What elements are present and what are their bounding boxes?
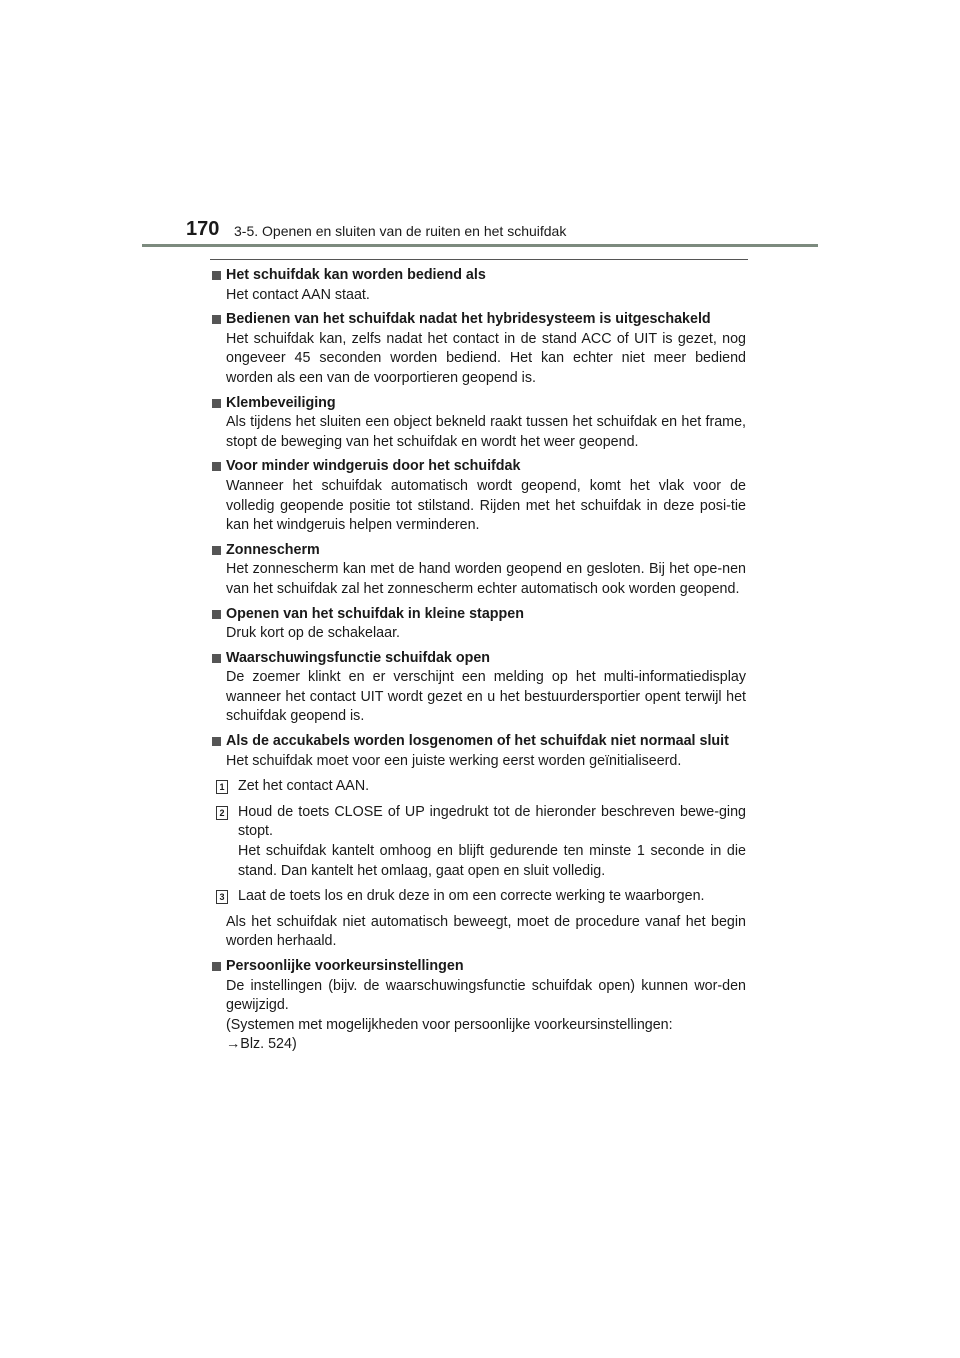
section-item [210, 957, 746, 1055]
step-number: 1 [216, 780, 228, 794]
section-heading-text: Waarschuwingsfunctie schuifdak open [226, 649, 491, 666]
section-divider [210, 259, 748, 260]
section-heading [210, 457, 746, 477]
section-heading [210, 649, 746, 669]
section-heading-text: Als de accukabels worden losgenomen of het schuifdak niet normaal sluit [226, 733, 729, 750]
square-bullet-icon [210, 957, 226, 977]
section-heading-text: Voor minder windgeruis door het schuifdak [226, 458, 521, 475]
arrow-right-icon: → [226, 1036, 241, 1053]
section-body-text: De instellingen (bijv. de waarschuwingsfunctie schuifdak open) kunnen wor-den gewijzigd. [226, 977, 746, 1014]
section-heading [210, 605, 746, 625]
section-body: Het contact AAN staat. [226, 286, 370, 303]
section-body: Het schuifdak moet voor een juiste werking eerst worden geïnitialiseerd. [226, 752, 682, 769]
section-heading-text: Het schuifdak kan worden bediend als [226, 267, 486, 283]
square-bullet-icon [210, 605, 226, 625]
section-body: Als tijdens het sluiten een object bekneld raakt tussen het schuifdak en het frame, stopt de beweging van het schuifdak en wordt het weer geopend. [226, 414, 746, 450]
section-heading [210, 732, 746, 752]
section-item [210, 541, 746, 600]
section-body: De zoemer klinkt en er verschijnt een melding op het multi-informatiedisplay wanneer het contact UIT wordt gezet en u het bestuurdersportier opent terwijl het schuifdak geopend is. [226, 669, 746, 725]
section-title: 3-5. Openen en sluiten van de ruiten en het schuifdak [234, 223, 567, 239]
page-number: 170 [186, 218, 220, 240]
step-item [210, 887, 746, 907]
section-body-note: (Systemen met mogelijkheden voor persoonlijke voorkeursinstellingen: [226, 1016, 673, 1033]
step-text-detail: Het schuifdak kantelt omhoog en blijft gedurende ten minste 1 seconde in die stand. Dan kantelt het omlaag, gaat open en sluit volledig. [238, 843, 746, 879]
step-number: 3 [216, 890, 228, 904]
section-body: Druk kort op de schakelaar. [226, 625, 401, 642]
header-rule [142, 244, 818, 247]
section-heading [210, 394, 746, 414]
square-bullet-icon [210, 732, 226, 752]
section-body [210, 977, 746, 1055]
section-item [210, 266, 746, 305]
square-bullet-icon [210, 541, 226, 561]
step-text: Laat de toets los en druk deze in om een correcte werking te waarborgen. [238, 888, 705, 905]
square-bullet-icon [210, 457, 226, 477]
section-heading [210, 310, 746, 330]
square-bullet-icon [210, 394, 226, 414]
section-heading [210, 541, 746, 561]
page-reference-link[interactable]: Blz. 524) [240, 1036, 297, 1053]
step-number: 2 [216, 806, 228, 820]
square-bullet-icon [210, 649, 226, 669]
section-item [210, 605, 746, 644]
step-text: Houd de toets CLOSE of UP ingedrukt tot de hieronder beschreven bewe-ging stopt. [238, 803, 746, 840]
step-text-container [238, 803, 746, 881]
init-section [210, 732, 746, 952]
section-item [210, 310, 746, 388]
step-item [210, 777, 746, 797]
section-body: Het schuifdak kan, zelfs nadat het contact in de stand ACC of UIT is gezet, nog ongeveer 45 seconden worden bediend. Het kan echter niet meer bediend worden als een van de voorportieren geopend is. [226, 330, 746, 386]
section-item [210, 457, 746, 535]
step-text: Zet het contact AAN. [238, 778, 370, 795]
step-item [210, 803, 746, 881]
section-heading [210, 266, 746, 286]
section-heading-text: Openen van het schuifdak in kleine stappen [226, 605, 524, 622]
section-heading [210, 957, 746, 977]
section-body: Wanneer het schuifdak automatisch wordt geopend, komt het vlak voor de volledig geopende positie tot stilstand. Rijden met het schuifdak in deze posi-tie kan het windgeruis helpen verminderen. [226, 477, 746, 534]
section-heading-text: Persoonlijke voorkeursinstellingen [226, 958, 464, 974]
section-heading-text: Zonnescherm [226, 541, 320, 558]
section-heading-text: Klembeveiliging [226, 394, 336, 411]
square-bullet-icon [210, 310, 226, 330]
square-bullet-icon [210, 266, 226, 286]
section-item [210, 394, 746, 453]
procedure-note: Als het schuifdak niet automatisch beweegt, moet de procedure vanaf het begin worden herhaald. [226, 913, 746, 950]
section-body: Het zonnescherm kan met de hand worden geopend en gesloten. Bij het ope-nen van het schuifdak zal het zonnescherm echter automatisch ook worden geopend. [226, 561, 746, 597]
section-item [210, 649, 746, 727]
page-content [210, 266, 746, 1060]
section-heading-text: Bedienen van het schuifdak nadat het hybridesysteem is uitgeschakeld [226, 311, 711, 328]
